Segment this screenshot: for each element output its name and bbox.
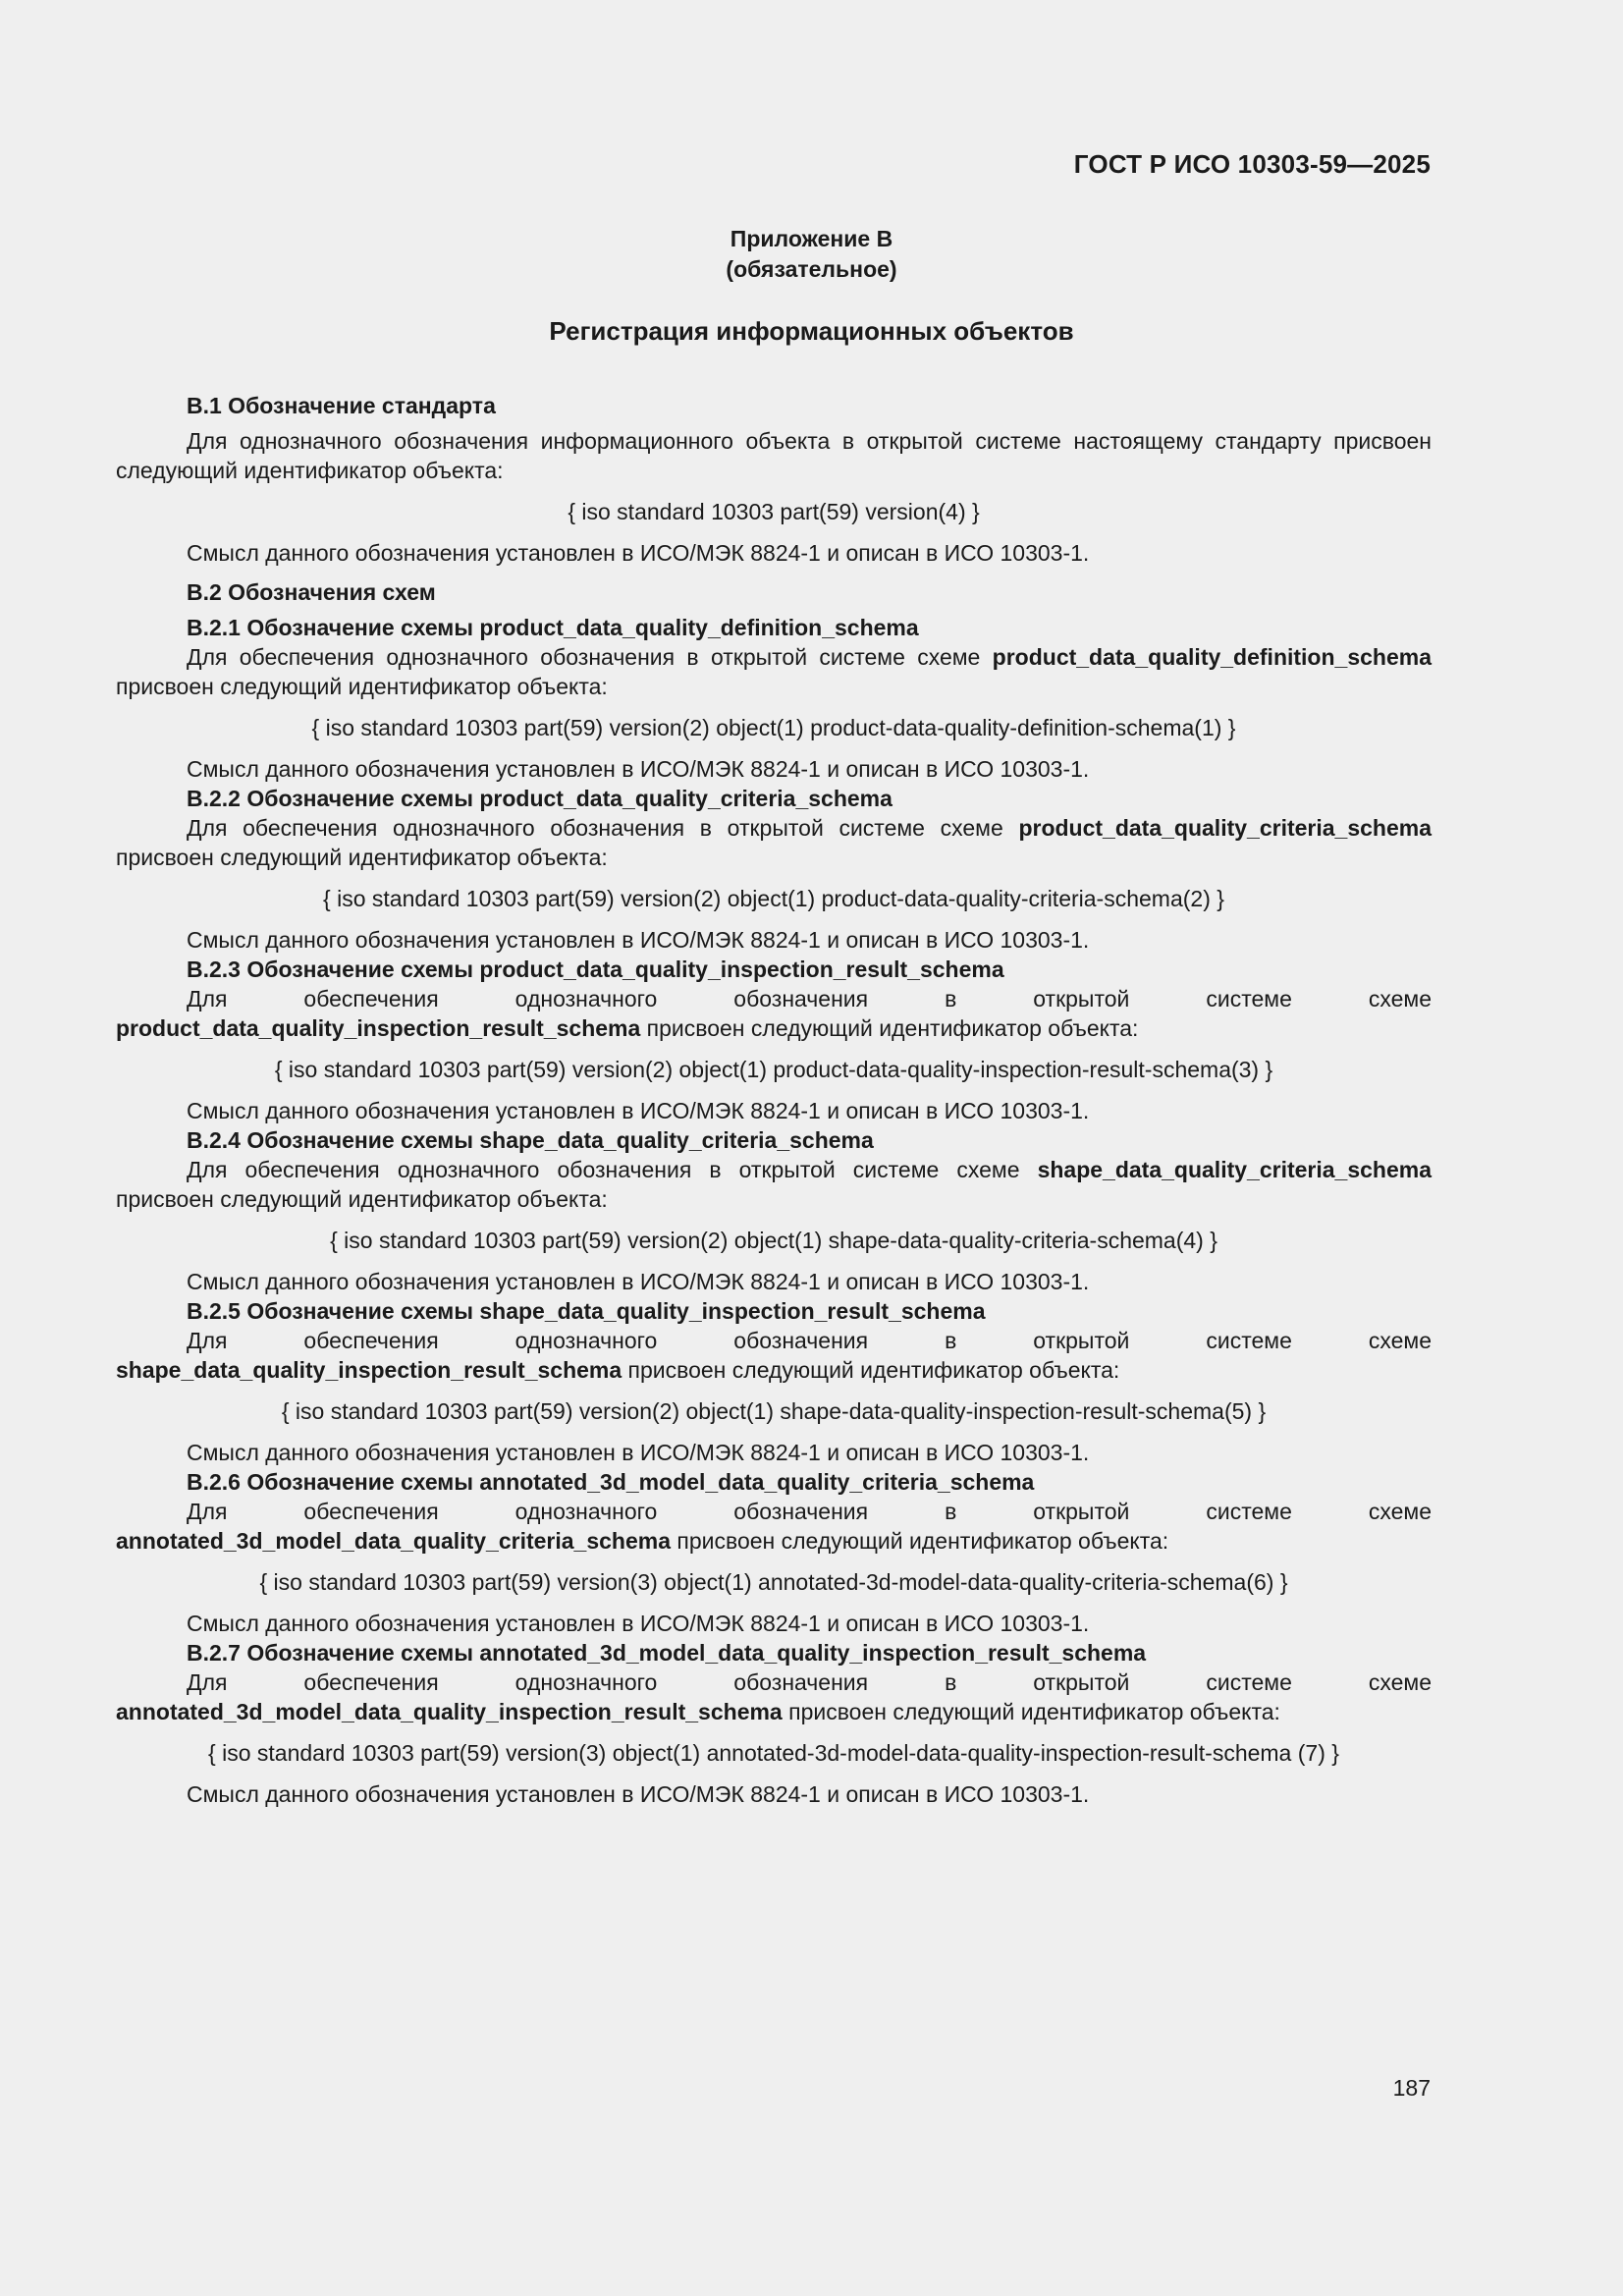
- object-identifier: { iso standard 10303 part(59) version(2) object(1) product-data-quality-criteria-schema(2) }: [323, 886, 1224, 911]
- main-title: Регистрация информационных объектов: [549, 316, 1074, 346]
- subsection-text: Для обеспечения однозначного обозначения в открытой системе схеме product_data_quality_inspection_result_schema присвоен следующий идентификатор объекта:: [116, 986, 1432, 1041]
- subsection-text: Для обеспечения однозначного обозначения в открытой системе схеме annotated_3d_model_data_quality_criteria_schema присвоен следующий идентификатор объекта:: [116, 1499, 1432, 1554]
- subsection-text: Для обеспечения однозначного обозначения в открытой системе схеме annotated_3d_model_data_quality_inspection_result_schema присвоен следующий идентификатор объекта:: [116, 1669, 1432, 1724]
- object-identifier: { iso standard 10303 part(59) version(2) object(1) shape-data-quality-criteria-schema(4) }: [330, 1228, 1217, 1253]
- section-heading: В.2 Обозначения схем: [187, 579, 436, 605]
- subsection-text: Для обеспечения однозначного обозначения в открытой системе схеме product_data_quality_definition_schema присвоен следующий идентификатор объекта:: [116, 644, 1432, 699]
- subsection-text: Для обеспечения однозначного обозначения в открытой системе схеме shape_data_quality_inspection_result_schema присвоен следующий идентификатор объекта:: [116, 1328, 1432, 1383]
- subsection: [116, 613, 1432, 784]
- object-identifier: { iso standard 10303 part(59) version(3) object(1) annotated-3d-model-data-quality-criteria-schema(6) }: [259, 1569, 1288, 1595]
- subsection-heading: В.2.4 Обозначение схемы shape_data_quality_criteria_schema: [187, 1127, 874, 1153]
- object-identifier: { iso standard 10303 part(59) version(4) }: [568, 499, 980, 524]
- subsection-heading: В.2.2 Обозначение схемы product_data_quality_criteria_schema: [187, 786, 893, 811]
- subsection-note: Смысл данного обозначения установлен в ИСО/МЭК 8824-1 и описан в ИСО 10303-1.: [187, 1611, 1090, 1636]
- subsection-text: Для обеспечения однозначного обозначения в открытой системе схеме product_data_quality_criteria_schema присвоен следующий идентификатор объекта:: [116, 815, 1432, 870]
- schema-name: product_data_quality_criteria_schema: [1018, 815, 1432, 841]
- document-code: ГОСТ Р ИСО 10303-59—2025: [1073, 149, 1431, 179]
- schema-name: product_data_quality_definition_schema: [992, 644, 1432, 670]
- object-identifier: { iso standard 10303 part(59) version(3) object(1) annotated-3d-model-data-quality-inspection-result-schema (7) }: [208, 1740, 1339, 1766]
- subsection-heading: В.2.6 Обозначение схемы annotated_3d_model_data_quality_criteria_schema: [187, 1469, 1035, 1495]
- section-heading: В.1 Обозначение стандарта: [187, 393, 496, 418]
- subsection-heading: В.2.7 Обозначение схемы annotated_3d_model_data_quality_inspection_result_schema: [187, 1640, 1147, 1666]
- subsection: [116, 1296, 1432, 1467]
- schema-name: shape_data_quality_criteria_schema: [1037, 1157, 1432, 1182]
- subsection-note: Смысл данного обозначения установлен в ИСО/МЭК 8824-1 и описан в ИСО 10303-1.: [187, 1781, 1090, 1807]
- subsection-heading: В.2.5 Обозначение схемы shape_data_quality_inspection_result_schema: [187, 1298, 986, 1324]
- schema-name: annotated_3d_model_data_quality_inspection_result_schema: [116, 1699, 783, 1724]
- subsection-note: Смысл данного обозначения установлен в ИСО/МЭК 8824-1 и описан в ИСО 10303-1.: [187, 1098, 1090, 1123]
- subsection-text: Для обеспечения однозначного обозначения в открытой системе схеме shape_data_quality_criteria_schema присвоен следующий идентификатор объекта:: [116, 1157, 1432, 1212]
- subsection-note: Смысл данного обозначения установлен в ИСО/МЭК 8824-1 и описан в ИСО 10303-1.: [187, 756, 1090, 782]
- object-identifier: { iso standard 10303 part(59) version(2) object(1) product-data-quality-definition-schema(1) }: [311, 715, 1236, 740]
- schema-name: product_data_quality_inspection_result_schema: [116, 1015, 641, 1041]
- schema-name: shape_data_quality_inspection_result_schema: [116, 1357, 622, 1383]
- subsection-heading: В.2.3 Обозначение схемы product_data_quality_inspection_result_schema: [187, 957, 1004, 982]
- subsection: [116, 955, 1432, 1125]
- subsection-note: Смысл данного обозначения установлен в ИСО/МЭК 8824-1 и описан в ИСО 10303-1.: [187, 1269, 1090, 1294]
- section-text: Для однозначного обозначения информационного объекта в открытой системе настоящему стандарту присвоен следующий идентификатор объекта:: [116, 428, 1432, 483]
- subsection: [116, 1125, 1432, 1296]
- subsection: [116, 1467, 1432, 1638]
- schema-name: annotated_3d_model_data_quality_criteria_schema: [116, 1528, 672, 1554]
- subsection-heading: В.2.1 Обозначение схемы product_data_quality_definition_schema: [187, 615, 919, 640]
- document-body: [116, 391, 1432, 1809]
- subsection: [116, 1638, 1432, 1809]
- subsection-note: Смысл данного обозначения установлен в ИСО/МЭК 8824-1 и описан в ИСО 10303-1.: [187, 1440, 1090, 1465]
- section-note: Смысл данного обозначения установлен в ИСО/МЭК 8824-1 и описан в ИСО 10303-1.: [187, 540, 1090, 566]
- object-identifier: { iso standard 10303 part(59) version(2) object(1) shape-data-quality-inspection-result-schema(5) }: [281, 1398, 1267, 1424]
- annex-title: Приложение В: [730, 226, 893, 251]
- annex-type: (обязательное): [726, 256, 897, 282]
- subsection-note: Смысл данного обозначения установлен в ИСО/МЭК 8824-1 и описан в ИСО 10303-1.: [187, 927, 1090, 953]
- page-number: 187: [1392, 2075, 1431, 2101]
- object-identifier: { iso standard 10303 part(59) version(2) object(1) product-data-quality-inspection-result-schema(3) }: [274, 1057, 1273, 1082]
- subsection: [116, 784, 1432, 955]
